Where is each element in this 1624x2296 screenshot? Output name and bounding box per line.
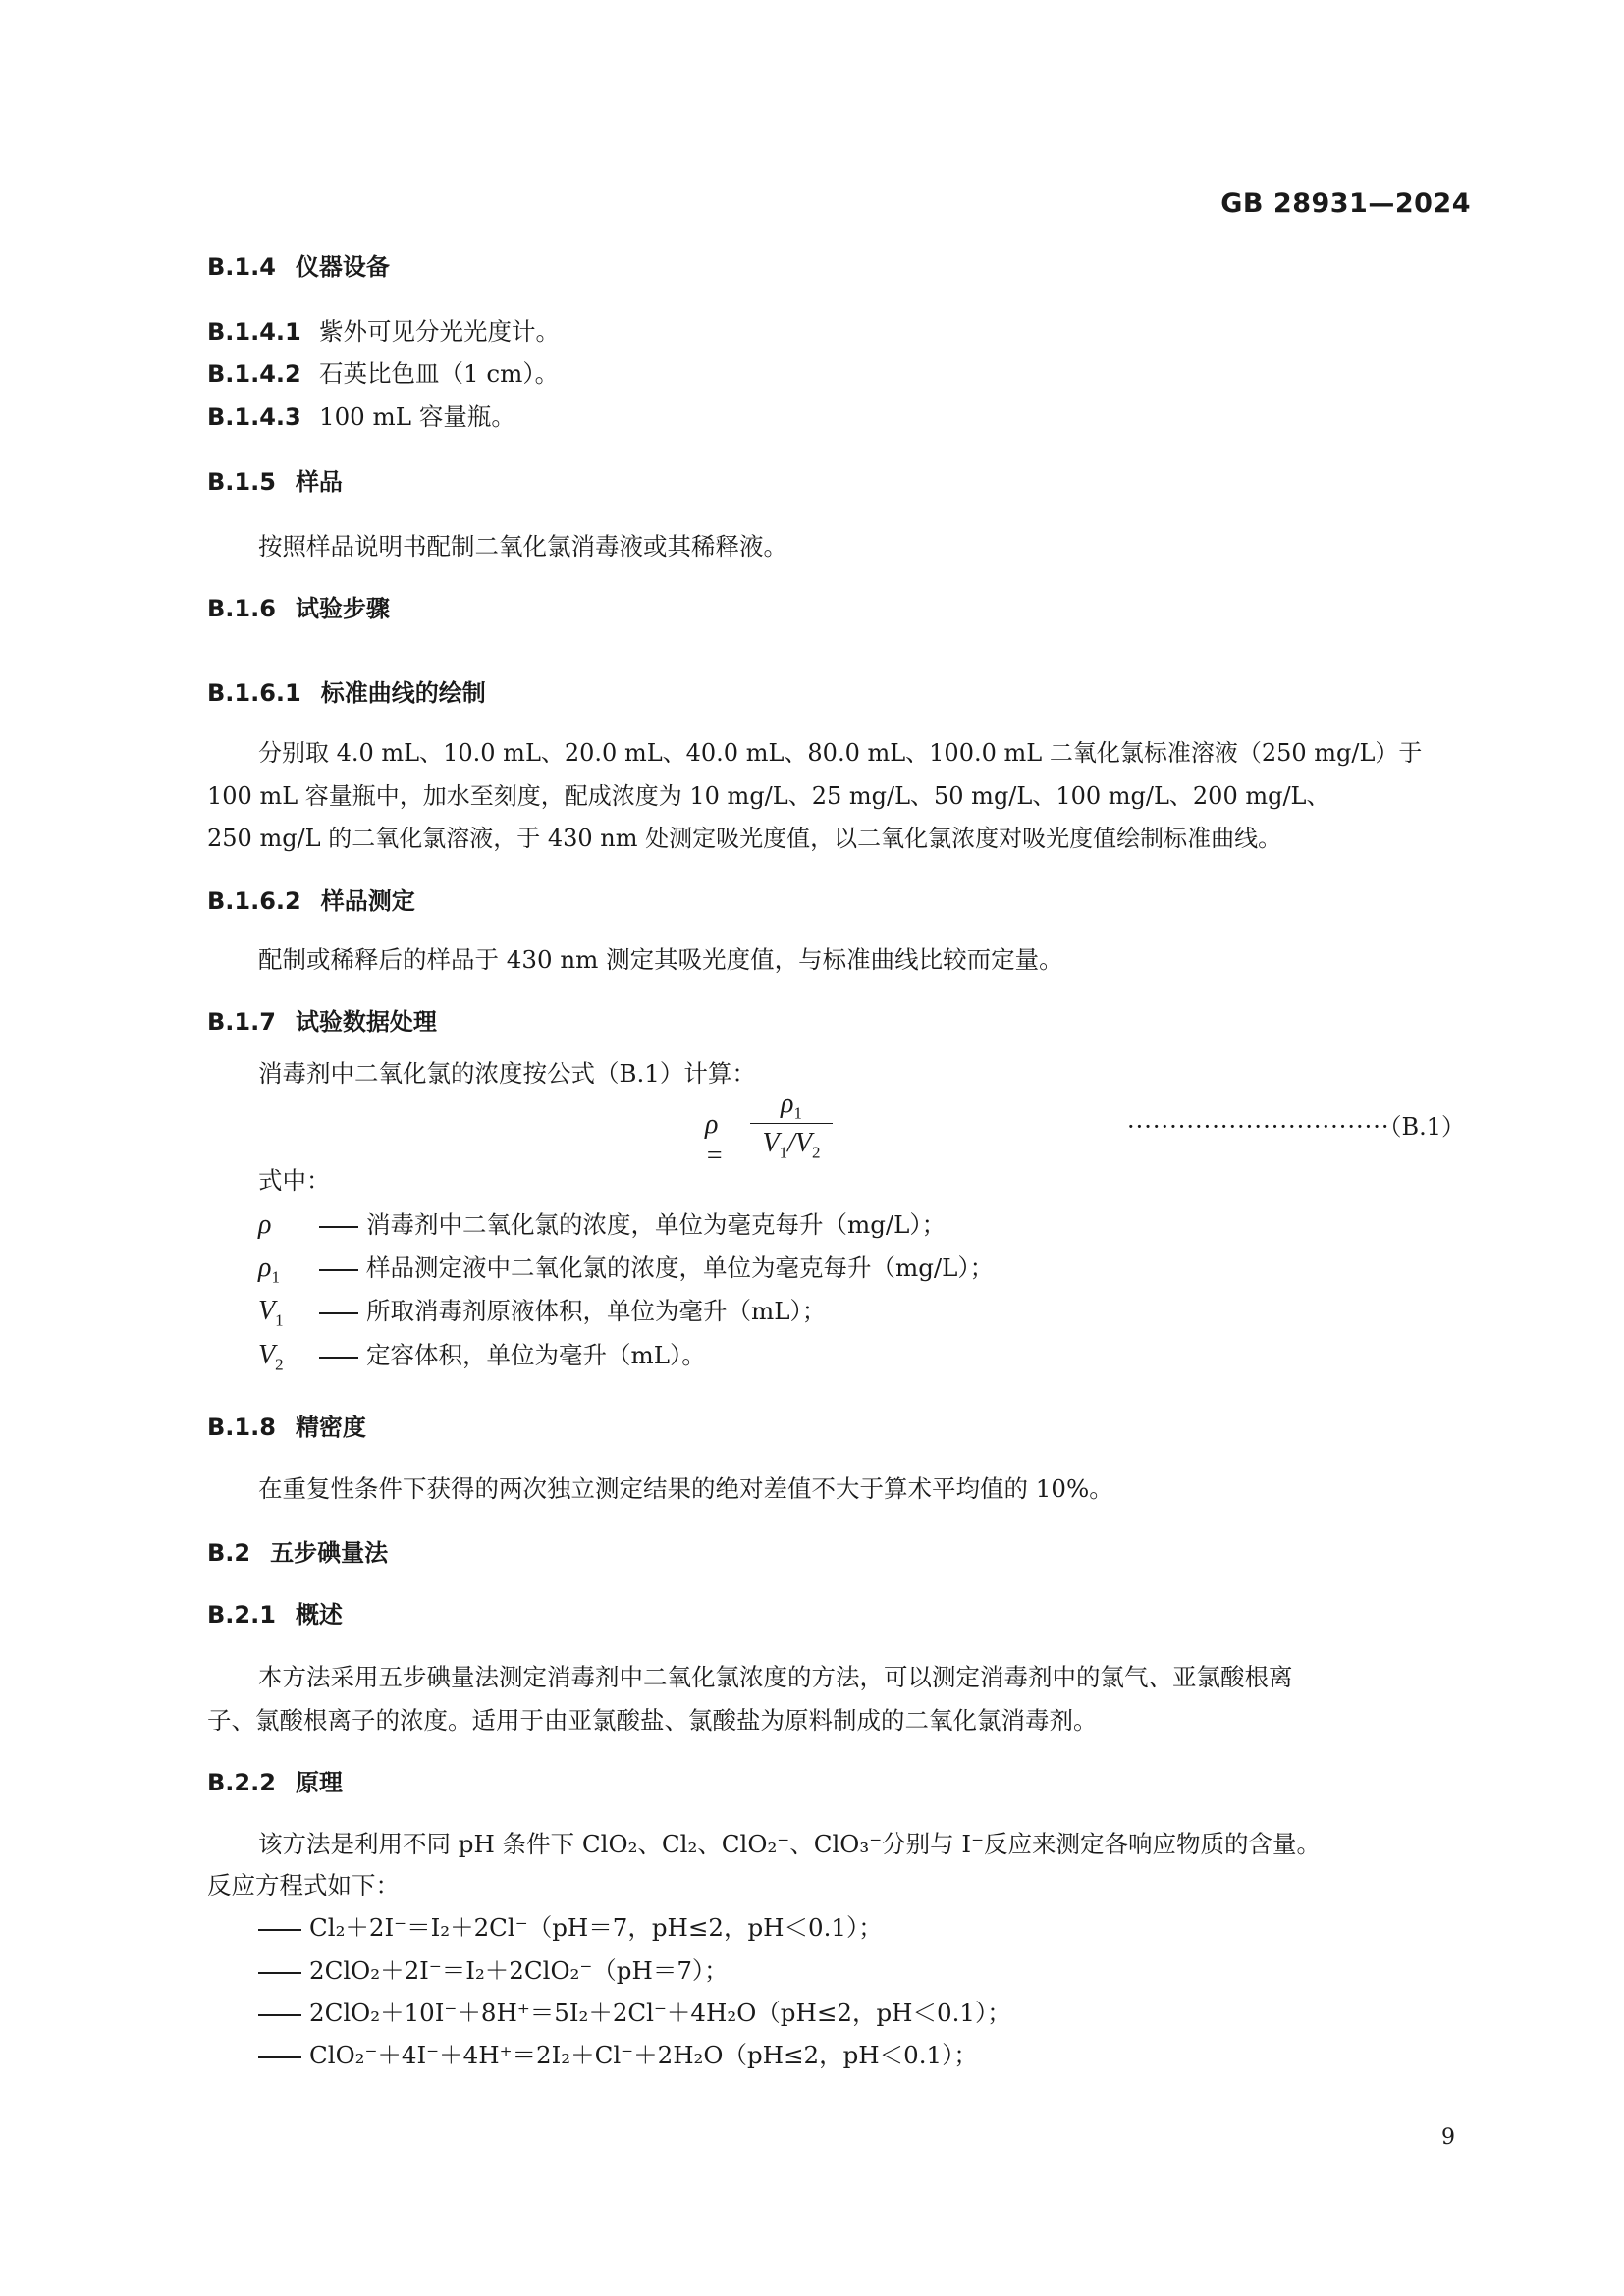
em-dash	[258, 1972, 301, 1974]
section-heading-b18: B.1.8 精密度	[207, 1414, 366, 1441]
em-dash	[319, 1269, 358, 1271]
section-heading-b22: B.2.2 原理	[207, 1769, 343, 1796]
symbol: $V_2$	[258, 1340, 284, 1374]
definition-row: $\rho_1$ 样品测定液中二氧化氯的浓度，单位为毫克每升（mg/L）；	[258, 1254, 1471, 1293]
symbol: ρ	[258, 1209, 272, 1240]
reaction-equation: 2ClO₂＋2I⁻＝I₂＋2ClO₂⁻（pH＝7）；	[258, 1956, 1471, 1986]
paragraph-line: 100 mL 容量瓶中，加水至刻度，配成浓度为 10 mg/L、25 mg/L、50 mg/L、100 mg/L、200 mg/L、	[207, 782, 1330, 810]
list-item: B.1.4.2 石英比色皿（1 cm）。	[207, 359, 560, 388]
fraction-bar	[750, 1123, 833, 1124]
section-heading-b17: B.1.7 试验数据处理	[207, 1008, 437, 1036]
definition-row: $V_2$ 定容体积，单位为毫升（mL）。	[258, 1341, 1471, 1380]
section-heading-b161: B.1.6.1 标准曲线的绘制	[207, 679, 486, 707]
em-dash	[258, 2014, 301, 2016]
list-item: B.1.4.3 100 mL 容量瓶。	[207, 402, 515, 431]
em-dash	[319, 1357, 358, 1359]
definition-row: $V_1$ 所取消毒剂原液体积，单位为毫升（mL）；	[258, 1297, 1471, 1336]
reaction-equation: 2ClO₂＋10I⁻＋8H⁺＝5I₂＋2Cl⁻＋4H₂O（pH≤2，pH＜0.1）；	[258, 1999, 1471, 2028]
reaction-equation: Cl₂＋2I⁻＝I₂＋2Cl⁻（pH＝7，pH≤2，pH＜0.1）；	[258, 1913, 1471, 1943]
em-dash	[258, 1929, 301, 1931]
section-heading-b2: B.2 五步碘量法	[207, 1539, 389, 1567]
paragraph: 在重复性条件下获得的两次独立测定结果的绝对差值不大于算术平均值的 10%。	[258, 1474, 1113, 1503]
formula-denominator: $V_1/V_2$	[762, 1128, 821, 1162]
reaction-equation: ClO₂⁻＋4I⁻＋4H⁺＝2I₂＋Cl⁻＋2H₂O（pH≤2，pH＜0.1）；	[258, 2041, 1471, 2070]
list-item: B.1.4.1 紫外可见分光光度计。	[207, 317, 560, 346]
paragraph: 消毒剂中二氧化氯的浓度按公式（B.1）计算：	[258, 1059, 756, 1088]
section-heading-b15: B.1.5 样品	[207, 468, 343, 496]
em-dash	[319, 1312, 358, 1314]
paragraph-line: 本方法采用五步碘量法测定消毒剂中二氧化氯浓度的方法，可以测定消毒剂中的氯气、亚氯酸根离	[258, 1663, 1293, 1691]
standard-number: GB 28931—2024	[1220, 188, 1471, 219]
formula-lhs: ρ =	[705, 1109, 724, 1171]
page-number: 9	[1441, 2125, 1455, 2150]
symbol: $V_1$	[258, 1296, 284, 1330]
symbol: $\rho_1$	[258, 1253, 280, 1287]
section-heading-b21: B.2.1 概述	[207, 1601, 343, 1629]
em-dash	[258, 2056, 301, 2058]
leader-dots: ·······························	[1127, 1113, 1390, 1141]
paragraph-line: 反应方程式如下：	[207, 1871, 400, 1899]
paragraph-line: 250 mg/L 的二氧化氯溶液，于 430 nm 处测定吸光度值，以二氧化氯浓度对吸光度值绘制标准曲线。	[207, 825, 1282, 852]
section-heading-b14: B.1.4 仪器设备	[207, 253, 390, 281]
where-label: 式中：	[258, 1166, 331, 1195]
section-heading-b162: B.1.6.2 样品测定	[207, 887, 415, 915]
paragraph: 配制或稀释后的样品于 430 nm 测定其吸光度值，与标准曲线比较而定量。	[258, 945, 1063, 974]
formula-numerator: $\rho_1$	[781, 1089, 802, 1123]
paragraph-line: 该方法是利用不同 pH 条件下 ClO₂、Cl₂、ClO₂⁻、ClO₃⁻分别与 I⁻反应来测定各响应物质的含量。	[258, 1830, 1322, 1858]
section-heading-b16: B.1.6 试验步骤	[207, 595, 390, 622]
paragraph-line: 子、氯酸根离子的浓度。适用于由亚氯酸盐、氯酸盐为原料制成的二氧化氯消毒剂。	[207, 1706, 1098, 1735]
paragraph-line: 分别取 4.0 mL、10.0 mL、20.0 mL、40.0 mL、80.0 mL、100.0 mL 二氧化氯标准溶液（250 mg/L）于	[258, 739, 1423, 767]
equation-label: （B.1）	[1389, 1113, 1466, 1141]
em-dash	[319, 1226, 358, 1228]
paragraph: 按照样品说明书配制二氧化氯消毒液或其稀释液。	[258, 532, 787, 561]
equation-number	[1127, 1107, 1465, 1142]
formula-fraction	[750, 1088, 833, 1161]
definition-row: ρ 消毒剂中二氧化氯的浓度，单位为毫克每升（mg/L）；	[258, 1210, 1471, 1250]
